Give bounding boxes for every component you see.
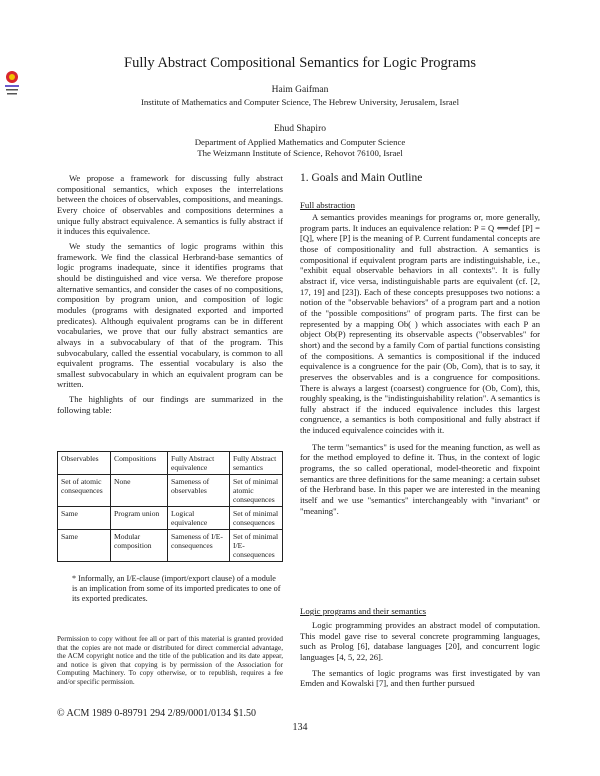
full-abstraction-body xyxy=(300,212,540,516)
table-cell: Same xyxy=(58,530,111,562)
table-cell: Set of atomic consequences xyxy=(58,475,111,507)
copyright-line: © ACM 1989 0-89791 294 2/89/0001/0134 $1.50 xyxy=(57,708,256,719)
permission-notice: Permission to copy without fee all or part of this material is granted provided that the copies are not made or distributed for direct commercial advantage, the ACM copyright notice and the title of the publication and its date appear, and notice is given that copying is by permission of the Association for Computing Machinery. To copy otherwise, or to republish, requires a fee and/or specific permission. xyxy=(57,635,283,686)
table-cell: Modular composition xyxy=(111,530,168,562)
table-header-cell: Fully Abstract equivalence xyxy=(168,452,230,475)
table-cell: Sameness of observables xyxy=(168,475,230,507)
abstract-paragraph-3: The highlights of our findings are summarized in the following table: xyxy=(57,394,283,415)
table-header-cell: Fully Abstract semantics xyxy=(230,452,283,475)
abstract-paragraph-2: We study the semantics of logic programs within this framework. We find the classical Herbrand-base semantics of logic programs inadequate, since it identifies programs that should be distinguished and vice versa. We therefore propose alternative semantics, and consider the cases of no compositions, composition by program union, and composition of logic modules (programs with designated exported and imported predicates). Although equivalent programs can be in different vocabularies, we prove that our fully abstract semantics are always in a subvocabulary of that of the program. This subvocabulary, called the essential vocabulary, is common to all equivalent programs. The essential vocabulary is also the smallest subvocabulary in which an equivalent program can be written. xyxy=(57,240,283,390)
table-cell: None xyxy=(111,475,168,507)
table-cell: Set of minimal atomic consequences xyxy=(230,475,283,507)
author-2-affiliation-1: Department of Applied Mathematics and Computer Science xyxy=(194,137,406,147)
table-cell: Set of minimal I/E-consequences xyxy=(230,530,283,562)
subsection-heading-full-abstraction: Full abstraction xyxy=(300,200,355,210)
author-2-affiliation-2: The Weizmann Institute of Science, Rehovot 76100, Israel xyxy=(197,148,403,158)
body-paragraph: The semantics of logic programs was first investigated by van Emden and Kowalski [7], and then further pursued xyxy=(300,667,540,689)
page-number: 134 xyxy=(292,722,308,733)
table-cell: Same xyxy=(58,507,111,530)
table-header-cell: Observables xyxy=(58,452,111,475)
findings-table-wrapper xyxy=(57,451,283,562)
table-cell: Set of minimal consequences xyxy=(230,507,283,530)
author-1-affiliation: Institute of Mathematics and Computer Science, The Hebrew University, Jerusalem, Israel xyxy=(140,97,460,107)
author-1-name: Haim Gaifman xyxy=(271,85,329,95)
author-2-name: Ehud Shapiro xyxy=(274,124,326,134)
table-footnote: * Informally, an I/E-clause (import/export clause) of a module is an implication from some of its imported predicates to one of its exported predicates. xyxy=(72,574,281,604)
table-row xyxy=(58,475,283,507)
table-header-cell: Compositions xyxy=(111,452,168,475)
abstract xyxy=(57,173,283,415)
subsection-heading-logic-programs: Logic programs and their semantics xyxy=(300,606,427,616)
body-paragraph: Logic programming provides an abstract model of computation. This model gave rise to several concrete programming languages, such as Prolog [6], database languages [20], and concurrent logic languages [4, 5, 22, 26]. xyxy=(300,620,540,662)
table-header-row xyxy=(58,452,283,475)
findings-table xyxy=(57,451,283,562)
body-paragraph: A semantics provides meanings for programs or, more generally, program parts. It induces an equivalence relation: P ≡ Q ⟺def [P] = [Q], where [P] is the meaning of P. Current fundamental concepts are those of compositionality and full abstraction. A semantics is compositional if equivalent program parts are indistinguishable, i.e., "exhibit equal observable behaviors in all contexts". It is fully abstract if, vice versa, indistinguishable parts are equivalent (cf. [2, 17, 19] and [23]). Each of these concepts presupposes two notions: a notion of the "observable behaviors" of a program part and a notion of the "possible compositions" of program parts. The first can be represented by a mapping Ob( ) which associates with each P an object Ob(P) representing its observable aspects ("observables" for short) and the second by a family Com of partial functions consisting of the compositions. A semantics is compositional if the induced equivalence is a congruence for the pair (Ob, Com), that is to say, it preserves the observables and is a congruence for compositions. There is always a largest (coarsest) congruence for (Ob, Com), this, roughly speaking, is the "indistinguishability relation". A semantics is fully abstract if the induced equivalence includes this largest congruence, a semantics is both compositional and fully abstract if the induced equivalence coincides with it. xyxy=(300,212,540,436)
table-row xyxy=(58,507,283,530)
table-cell: Sameness of I/E-consequences xyxy=(168,530,230,562)
abstract-paragraph-1: We propose a framework for discussing fully abstract compositional semantics, which exposes the interrelations between the choices of observables, compositions, and meanings. Every choice of observables and compositions determines a unique fully abstract equivalence. A semantics is fully abstract if it induces this equivalence. xyxy=(57,173,283,237)
table-cell: Program union xyxy=(111,507,168,530)
table-row xyxy=(58,530,283,562)
body-paragraph: The term "semantics" is used for the meaning function, as well as for the method employed to define it. Thus, in the context of logic programs, the so called operational, model-theoretic and fixpoint semantics are three definitions for the same meaning: a certain subset of the Herbrand base. In this paper we are interested in the meaning itself and we use "semantics" interchangeably with "invariant" or "meaning". xyxy=(300,441,540,516)
logic-programs-body xyxy=(300,620,540,689)
paper-title: Fully Abstract Compositional Semantics for Logic Programs xyxy=(124,55,476,71)
table-cell: Logical equivalence xyxy=(168,507,230,530)
section-heading: 1. Goals and Main Outline xyxy=(300,172,423,184)
